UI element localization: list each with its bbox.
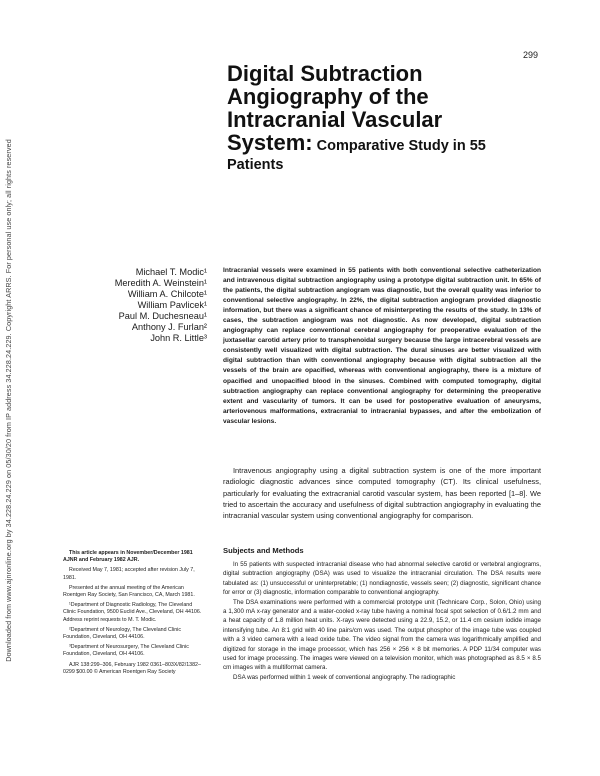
- footnotes: [63, 550, 203, 679]
- author-name: Anthony J. Furlan²: [131, 322, 207, 332]
- footnote: AJR 138:299–306, February 1982 0361–803X/82/1382–0299 $00.00 © American Roentgen Ray Society: [63, 661, 201, 675]
- author-name: John R. Little³: [150, 333, 207, 343]
- introduction-paragraph: Intravenous angiography using a digital subtraction system is one of the more important radiologic diagnostic advances since computed tomography (CT). Its clinical usefulness, particularly for evaluating the extracranial carotid vascular system, has been reported [1–8]. We tried to ascertain the accuracy and usefulness of digital subtraction angiography in evaluating the intracranial vascular system using conventional angiography for comparison.: [223, 466, 541, 521]
- footnote: This article appears in November/December 1981 AJNR and February 1982 AJR.: [63, 550, 193, 564]
- title-line-4-sub: Comparative Study in 55: [312, 138, 486, 154]
- page-number: 299: [523, 50, 539, 60]
- title-line-4-main: System:: [227, 130, 313, 155]
- title-line-1: Digital Subtraction: [227, 61, 423, 86]
- methods-paragraph: The DSA examinations were performed with a commercial prototype unit (Technicare Corp., Solon, Ohio) using a 1,300 mA x-ray generator and a water-cooled x-ray tube having a nominal focal spot selection of 0.6/1.2 mm and a heat capacity of 1.8 million heat units. X-rays were detected using a 22.9, 15.2, or 11.4 cm cesium iodide image intensifying tube. An 8:1 grid with 40 line pairs/cm was used. The output phosphor of the image tube was coupled with a 3 video camera with a lead oxide tube. The video signal from the camera was logarithmically amplified and digitized for storage in the image processor, which has 256 × 256 × 8 bit memories. A PDP 11/34 computer was used for image processing. The images were viewed on a television monitor, which was photographed as 8.5 × 8.5 cm images with a multiformat camera.: [223, 598, 541, 672]
- methods-section: [223, 560, 541, 682]
- download-notice-text: Downloaded from www.ajnronline.org by 34.228.24.229 on 05/30/20 from IP address 34.228.24.229. Copyright ARRS. For personal use only; all rights reserved: [3, 138, 13, 662]
- author-name: Meredith A. Weinstein¹: [114, 278, 207, 288]
- abstract: Intracranial vessels were examined in 55 patients with both conventional selective catheterization and intravenous digital subtraction angiography using a prototype digital subtraction unit. In 65% of the patients, the digital subtraction angiogram was diagnostic, but the overall quality was inferior to conventional selective angiography. In 22%, the digital subtraction angiogram provided diagnostic information, but there was a significant chance of misinterpreting the results of the study. In 13% of cases, the subtraction angiogram was not diagnostic. As now developed, digital subtraction angiography can replace conventional cerebral angiography for preoperative evaluation of the juxtasellar carotid artery prior to transphenoidal surgery because the large intracerebral vessels are consistently well visualized with digital subtraction. The dural sinuses are better visualized with digital subtraction than with conventional angiography because with digital subtraction all the vessels of the brain are opacified, whereas with conventional angiography, there is a mixture of opacified and unopacified blood in the sinuses. Combined with computed tomography, digital subtraction angiography can replace conventional angiography for determining the preoperative extent and vascularity of tumors. It can be used for postoperative evaluation of aneurysms, arteriovenous malformations, extracranial to intracranial bypasses, and after the embolization of vascular lesions.: [223, 267, 541, 425]
- article-title: [227, 62, 567, 173]
- author-name: Paul M. Duchesneau¹: [118, 311, 207, 321]
- title-line-2: Angiography of the: [227, 84, 429, 109]
- footnote: ³Department of Neurosurgery, The Cleveland Clinic Foundation, Cleveland, OH 44106.: [63, 644, 189, 658]
- download-notice: [2, 120, 14, 680]
- author-name: William Pavlicek¹: [137, 300, 207, 310]
- footnote: ¹Department of Diagnostic Radiology, The Cleveland Clinic Foundation, 9500 Euclid Ave., Cleveland, OH 44106. Address reprint requests to M. T. Modic.: [63, 602, 202, 623]
- methods-paragraph: In 55 patients with suspected intracranial disease who had abnormal selective carotid or vertebral angiograms, digital subtraction angiography (DSA) was used to visualize the intracranial circulation. The DSA results were tabulated as: (1) unsuccessful or uninterpretable; (1) nondiagnostic, vessels seen; (2) diagnostic, significant chance for error or (3) diagnostic, information comparable to conventional angiography.: [223, 561, 541, 597]
- footnote: ²Department of Neurology, The Cleveland Clinic Foundation, Cleveland, OH 44106.: [63, 626, 181, 641]
- title-line-4: [227, 131, 567, 155]
- section-heading: Subjects and Methods: [223, 546, 304, 555]
- title-line-5: Patients: [227, 157, 284, 173]
- author-list: [96, 267, 207, 344]
- title-line-3: Intracranial Vascular: [227, 107, 443, 132]
- author-name: Michael T. Modic¹: [135, 267, 207, 277]
- methods-paragraph: DSA was performed within 1 week of conventional angiography. The radiographic: [233, 673, 456, 681]
- author-name: William A. Chilcote¹: [127, 289, 207, 299]
- footnote: Presented at the annual meeting of the American Roentgen Ray Society, San Francisco, CA, March 1981.: [63, 584, 195, 599]
- footnote: Received May 7, 1981; accepted after revision July 7, 1981.: [63, 567, 195, 581]
